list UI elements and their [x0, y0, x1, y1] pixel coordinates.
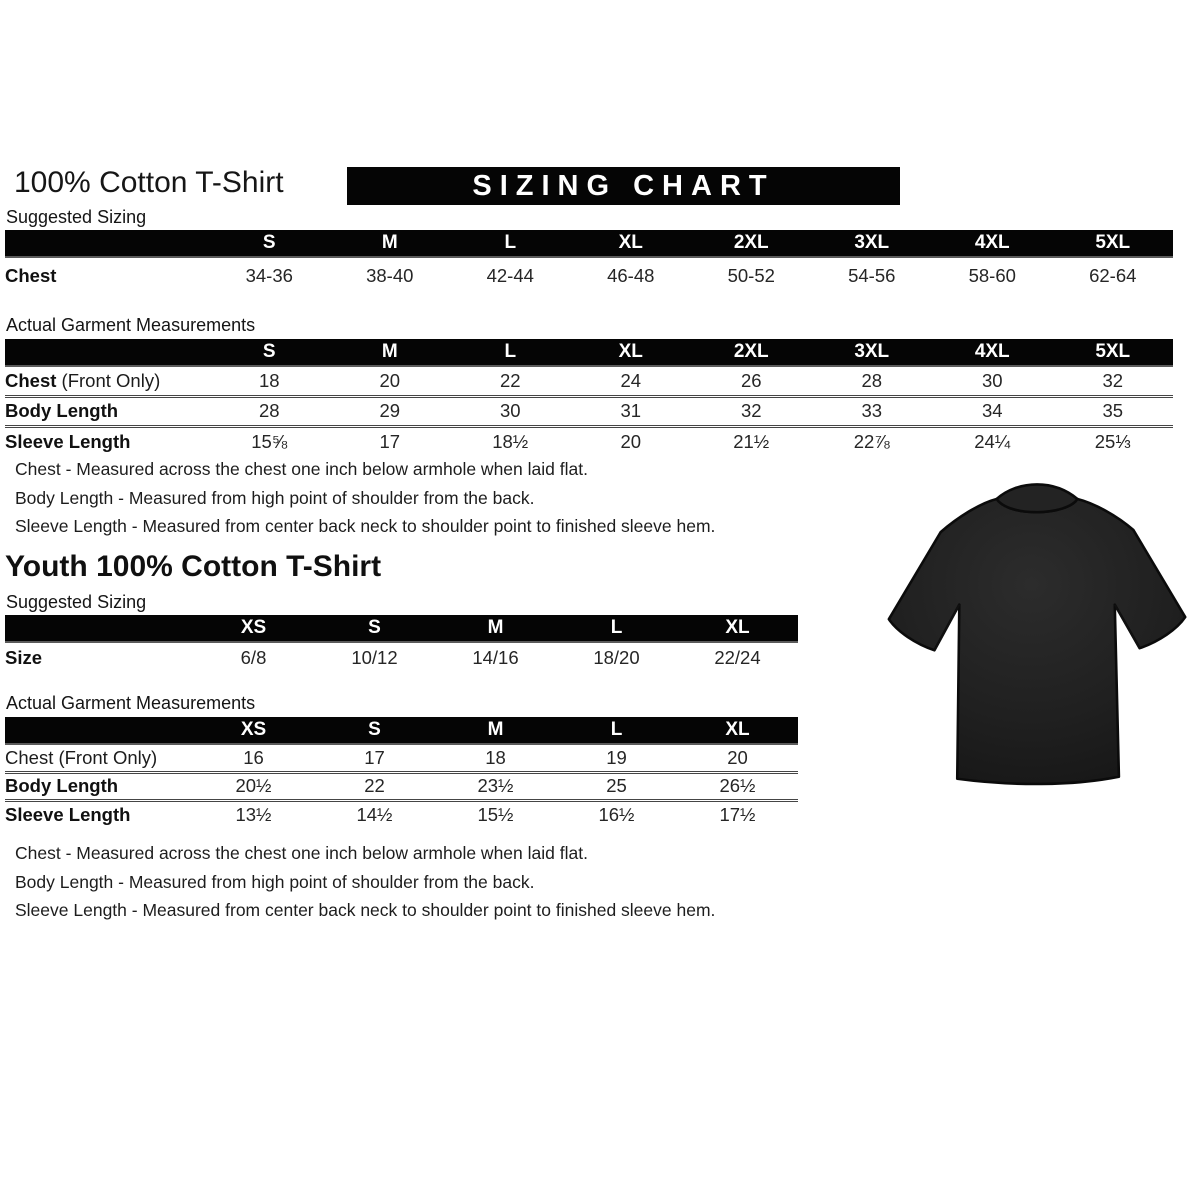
table-cell: 16½ — [556, 800, 677, 828]
table-row — [5, 744, 798, 772]
table-row — [5, 800, 798, 828]
table-row — [5, 396, 1173, 426]
table-cell: 20 — [727, 746, 748, 768]
table-cell: 20 — [379, 369, 401, 391]
table-cell: 6/8 — [240, 647, 267, 668]
table-row — [5, 772, 798, 800]
table-row — [5, 642, 798, 673]
table-cell: 46-48 — [607, 264, 655, 286]
size-column-header: S — [209, 339, 330, 366]
size-column-header: XS — [193, 615, 314, 642]
table-cell: 18 — [485, 746, 506, 768]
table-cell: 17 — [364, 746, 385, 768]
size-column-header: S — [314, 717, 435, 744]
row-label-cell — [5, 642, 193, 673]
table-cell: 58-60 — [968, 264, 1016, 286]
size-column-header: L — [450, 230, 571, 257]
row-label-suffix: (Front Only) — [56, 369, 161, 391]
table-cell: 25 — [556, 772, 677, 800]
row-label: Sleeve Length — [5, 803, 131, 825]
row-label: Chest — [5, 264, 57, 286]
table-cell: 17 — [330, 426, 451, 456]
table-cell: 62-64 — [1089, 264, 1137, 286]
size-column-header: 3XL — [812, 230, 933, 257]
size-column-header: L — [556, 717, 677, 744]
table-cell: 15½ — [435, 800, 556, 828]
table-cell: 26½ — [677, 772, 798, 800]
table-cell: 13½ — [193, 800, 314, 828]
table-cell: 24¼ — [932, 426, 1053, 456]
size-column-header: 3XL — [812, 339, 933, 366]
black-tshirt-graphic — [880, 472, 1192, 814]
table-cell: 29 — [330, 396, 451, 426]
row-label-cell — [5, 396, 209, 426]
table-cell: 18 — [258, 369, 280, 391]
table-row — [5, 366, 1173, 396]
youth-actual-measurements-table — [5, 717, 798, 828]
size-column-header: L — [556, 615, 677, 642]
table-header-row — [5, 717, 798, 744]
table-cell: 22 — [499, 369, 521, 391]
tshirt-body — [889, 499, 1185, 784]
size-column-header: XL — [677, 615, 798, 642]
table-header-row — [5, 339, 1173, 366]
header-spacer-cell — [5, 615, 193, 642]
size-column-header: S — [314, 615, 435, 642]
size-column-header: 2XL — [691, 339, 812, 366]
row-label-cell — [5, 257, 209, 293]
table-cell: 25⅓ — [1053, 426, 1174, 456]
row-label: Sleeve Length — [5, 430, 131, 452]
size-column-header: 4XL — [932, 339, 1053, 366]
table-cell: 22⅞ — [812, 426, 933, 456]
header-spacer-cell — [5, 230, 209, 257]
table-cell: 54-56 — [848, 264, 896, 286]
row-label: Body Length — [5, 775, 119, 796]
table-cell: 17½ — [677, 800, 798, 828]
table-cell: 14/16 — [472, 647, 519, 668]
header-spacer-cell — [5, 339, 209, 366]
table-row — [5, 426, 1173, 456]
table-cell: 33 — [812, 396, 933, 426]
adult-suggested-sizing-label: Suggested Sizing — [6, 207, 147, 227]
note-line: Sleeve Length - Measured from center back neck to shoulder point to finished sleeve hem. — [15, 900, 716, 921]
adult-suggested-sizing-table — [5, 230, 1173, 293]
note-line: Body Length - Measured from high point of shoulder from the back. — [15, 871, 535, 892]
row-label-cell — [5, 426, 209, 456]
note-line: Chest - Measured across the chest one inch below armhole when laid flat. — [15, 459, 588, 479]
size-column-header: M — [435, 717, 556, 744]
table-cell: 38-40 — [366, 264, 414, 286]
sizing-chart-banner — [347, 167, 900, 205]
note-line: Chest - Measured across the chest one inch below armhole when laid flat. — [15, 843, 588, 863]
row-label: Chest (Front Only) — [5, 746, 158, 768]
size-column-header: XS — [193, 717, 314, 744]
size-column-header: 2XL — [691, 230, 812, 257]
table-cell: 50-52 — [727, 264, 775, 286]
note-line: Sleeve Length - Measured from center back neck to shoulder point to finished sleeve hem. — [15, 516, 716, 537]
table-header-row — [5, 615, 798, 642]
table-cell: 32 — [691, 396, 812, 426]
table-cell: 31 — [571, 396, 692, 426]
table-cell: 30 — [981, 369, 1003, 391]
youth-suggested-sizing-table — [5, 615, 798, 673]
size-column-header: 5XL — [1053, 339, 1174, 366]
size-column-header: S — [209, 230, 330, 257]
table-cell: 22 — [314, 772, 435, 800]
size-column-header: L — [450, 339, 571, 366]
size-column-header: XL — [571, 230, 692, 257]
size-column-header: XL — [677, 717, 798, 744]
youth-measurement-notes — [15, 843, 715, 929]
row-label: Body Length — [5, 400, 119, 421]
adult-actual-measurements-table — [5, 339, 1173, 456]
table-cell: 14½ — [314, 800, 435, 828]
table-cell: 18½ — [450, 426, 571, 456]
table-cell: 18/20 — [593, 647, 640, 668]
table-cell: 34-36 — [245, 264, 293, 286]
table-cell: 22/24 — [714, 647, 761, 668]
size-column-header: XL — [571, 339, 692, 366]
table-cell: 20 — [571, 426, 692, 456]
adult-actual-measurements-label: Actual Garment Measurements — [6, 315, 256, 335]
tshirt-image — [880, 472, 1192, 814]
table-cell: 32 — [1102, 369, 1124, 391]
adult-measurement-notes — [15, 459, 715, 545]
row-label-cell — [5, 800, 193, 828]
table-cell: 26 — [740, 369, 762, 391]
size-column-header: 4XL — [932, 230, 1053, 257]
table-cell: 15⅝ — [209, 426, 330, 456]
table-cell: 16 — [243, 746, 264, 768]
table-cell: 20½ — [193, 772, 314, 800]
youth-title: Youth 100% Cotton T-Shirt — [5, 550, 382, 583]
size-column-header: M — [435, 615, 556, 642]
table-cell: 42-44 — [486, 264, 534, 286]
table-cell: 24 — [620, 369, 642, 391]
size-column-header: M — [330, 230, 451, 257]
row-label-cell — [5, 744, 193, 772]
note-line: Body Length - Measured from high point of shoulder from the back. — [15, 487, 535, 508]
table-header-row — [5, 230, 1173, 257]
size-column-header: 5XL — [1053, 230, 1174, 257]
table-cell: 10/12 — [351, 647, 398, 668]
header-spacer-cell — [5, 717, 193, 744]
sizing-chart-banner-text: SIZING CHART — [472, 169, 775, 202]
table-cell: 34 — [932, 396, 1053, 426]
table-cell: 28 — [861, 369, 883, 391]
table-cell: 23½ — [435, 772, 556, 800]
table-cell: 28 — [209, 396, 330, 426]
size-column-header: M — [330, 339, 451, 366]
youth-suggested-sizing-label: Suggested Sizing — [6, 592, 147, 612]
table-row — [5, 257, 1173, 293]
youth-actual-measurements-label: Actual Garment Measurements — [6, 693, 256, 713]
adult-title: 100% Cotton T-Shirt — [14, 166, 284, 199]
table-cell: 19 — [606, 746, 627, 768]
table-cell: 21½ — [691, 426, 812, 456]
tshirt-collar — [997, 484, 1078, 512]
row-label-cell — [5, 772, 193, 800]
row-label: Chest — [5, 369, 57, 391]
table-cell: 30 — [450, 396, 571, 426]
row-label: Size — [5, 647, 43, 668]
row-label-cell — [5, 366, 209, 396]
table-cell: 35 — [1053, 396, 1174, 426]
